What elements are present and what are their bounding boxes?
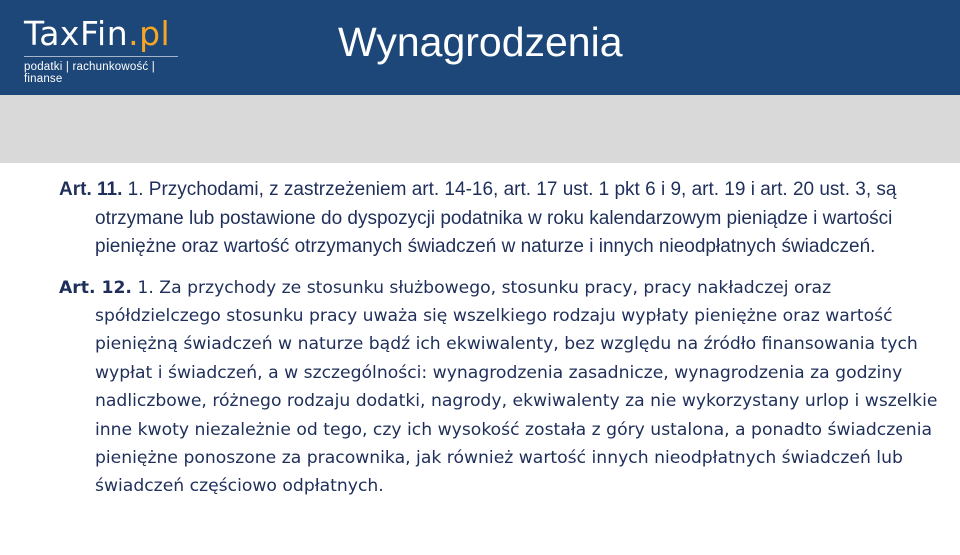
article-12-paragraph (59, 274, 939, 501)
logo-tagline: podatki | rachunkowość | finanse (24, 56, 178, 85)
header-bar (0, 0, 960, 95)
taxfin-logo (24, 14, 178, 85)
logo-name: TaxFin (24, 14, 129, 53)
article-11-label: Art. 11. (59, 179, 123, 200)
page-title: Wynagrodzenia (338, 19, 623, 65)
article-12-label: Art. 12. (59, 277, 132, 298)
article-11-text: 1. Przychodami, z zastrzeżeniem art. 14-16, art. 17 ust. 1 pkt 6 i 9, art. 19 i art. 20 ust. 3, są otrzymane lub postawione do dyspozycji podatnika w roku kalendarzowym pieniądze i wartości pieniężne oraz wartość otrzymanych świadczeń w naturze i innych nieodpłatnych świadczeń. (95, 179, 897, 257)
article-content (59, 176, 939, 501)
article-11-paragraph (59, 176, 939, 262)
gray-band (0, 95, 960, 163)
article-12-text: 1. Za przychody ze stosunku służbowego, stosunku pracy, pracy nakładczej oraz spółdzielczego stosunku pracy uważa się wszelkiego rodzaju wypłaty pieniężne oraz wartość pieniężną świadczeń w naturze bądź ich ekwiwalenty, bez względu na źródło finansowania tych wypłat i świadczeń, a w szczególności: wynagrodzenia zasadnicze, wynagrodzenia za godziny nadliczbowe, różnego rodzaju dodatki, nagrody, ekwiwalenty za nie wykorzystany urlop i wszelkie inne kwoty niezależnie od tego, czy ich wysokość została z góry ustalona, a ponadto świadczenia pieniężne ponoszone za pracownika, jak również wartość innych nieodpłatnych świadczeń lub świadczeń częściowo odpłatnych. (95, 277, 938, 497)
logo-domain: .pl (128, 14, 171, 53)
